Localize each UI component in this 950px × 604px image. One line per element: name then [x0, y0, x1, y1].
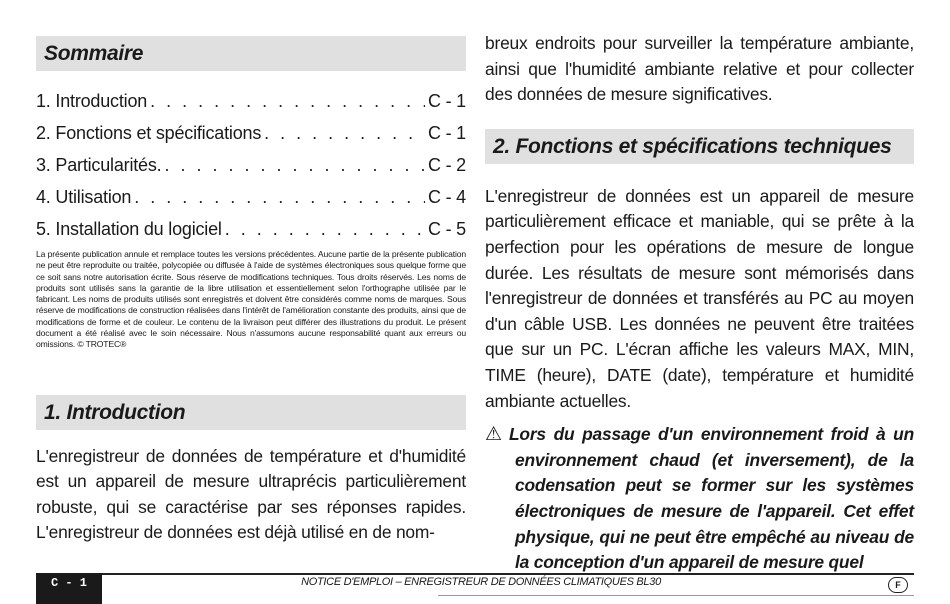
toc-item-page: C - 2 [427, 155, 466, 175]
toc-leader-dots [134, 181, 425, 213]
fonctions-heading: 2. Fonctions et spécifications techniques [485, 129, 914, 164]
toc-item-installation[interactable] [36, 213, 466, 245]
toc-leader-dots [164, 149, 425, 181]
warning-triangle-icon: ⚠ [485, 424, 502, 446]
toc-leader-dots [264, 117, 425, 149]
toc-item-title: 2. Fonctions et spécifications [36, 123, 262, 143]
fonctions-paragraph: L'enregistreur de données est un appareil de mesure particulièrement efficace et maniable, qui se prête à la perfection pour les opérations de mesure de longue durée. Les résultats de mesure sont mémorisés dans l'enregistreur de données et transférés au PC au moyen d'un câble USB. Les données ne peuvent être traitées que sur un PC. L'écran affiche les valeurs MAX, MIN, TIME (heure), DATE (date), température et humidité ambiante actuelles. [485, 185, 914, 411]
condensation-warning [485, 422, 914, 576]
left-column [36, 0, 466, 546]
toc-item-particularites[interactable] [36, 149, 466, 181]
toc-item-title: 3. Particularités. [36, 155, 162, 175]
toc-item-page: C - 5 [427, 219, 466, 239]
toc-leader-dots [150, 85, 425, 117]
toc-item-utilisation[interactable] [36, 181, 466, 213]
toc-item-page: C - 4 [427, 187, 466, 207]
footer-rule [102, 573, 914, 575]
page-footer [36, 573, 914, 604]
toc-item-page: C - 1 [427, 91, 466, 111]
introduction-paragraph-continued: breux endroits pour surveiller la température ambiante, ainsi que l'humidité ambiante relative et pour collecter des données de mesure significatives. [485, 33, 914, 105]
warning-text: Lors du passage d'un environnement froid à un environnement chaud (et inversement), de la codensation peut se former sur les systèmes électroniques de mesure de l'appareil. Cet effet physique, qui ne peut être empêché au niveau de la conception d'un appareil de mesure quel [509, 424, 914, 573]
toc-item-fonctions[interactable] [36, 117, 466, 149]
toc-item-title: 1. Introduction [36, 91, 148, 111]
right-column [485, 0, 914, 576]
footer-underline [438, 595, 914, 596]
introduction-paragraph: L'enregistreur de données de température et d'humidité est un appareil de mesure ultraprécis particulièrement robuste, qui se caractérise par ses réponses rapides. L'enregistreur de données est déjà utilisé en de nom- [36, 445, 466, 543]
page-number-badge: C - 1 [36, 573, 102, 604]
legal-notice: La présente publication annule et remplace toutes les versions précédentes. Aucune partie de la présente publication ne peut être reproduite ou traitée, polycopiée ou diffusée à l'aide de systèmes électroniques sous quelque forme que ce soit sans notre autorisation écrite. Sous réserve de modifications techniques. Tous droits réservés. Les noms de produits sont utilisés sans la garantie de la libre utilisation et essentiellement selon l'orthographe utilisée par le fabricant. Les noms de produits utilisés sont enregistrés et doivent être considérés comme noms de marques. Sous réserve de modifications de construction réalisées dans l'intérêt de l'amélioration constante des produits, ainsi que de modifications de forme et de couleur. Le contenu de la livraison peut différer des illustrations du produit. Le présent document a été réalisé avec le soin nécessaire. Nous n'assumons aucune responsabilité quant aux erreurs ou omissions. © TROTEC® [36, 249, 466, 350]
toc-item-title: 4. Utilisation [36, 187, 132, 207]
toc-item-page: C - 1 [427, 123, 466, 143]
table-of-contents [36, 85, 466, 245]
language-badge: F [888, 577, 908, 593]
sommaire-heading: Sommaire [36, 36, 466, 71]
footer-document-title: NOTICE D'EMPLOI – ENREGISTREUR DE DONNÉES CLIMATIQUES BL30 [301, 576, 661, 588]
introduction-heading: 1. Introduction [36, 395, 466, 430]
toc-leader-dots [225, 213, 425, 245]
toc-item-introduction[interactable] [36, 85, 466, 117]
toc-item-title: 5. Installation du logiciel [36, 219, 222, 239]
